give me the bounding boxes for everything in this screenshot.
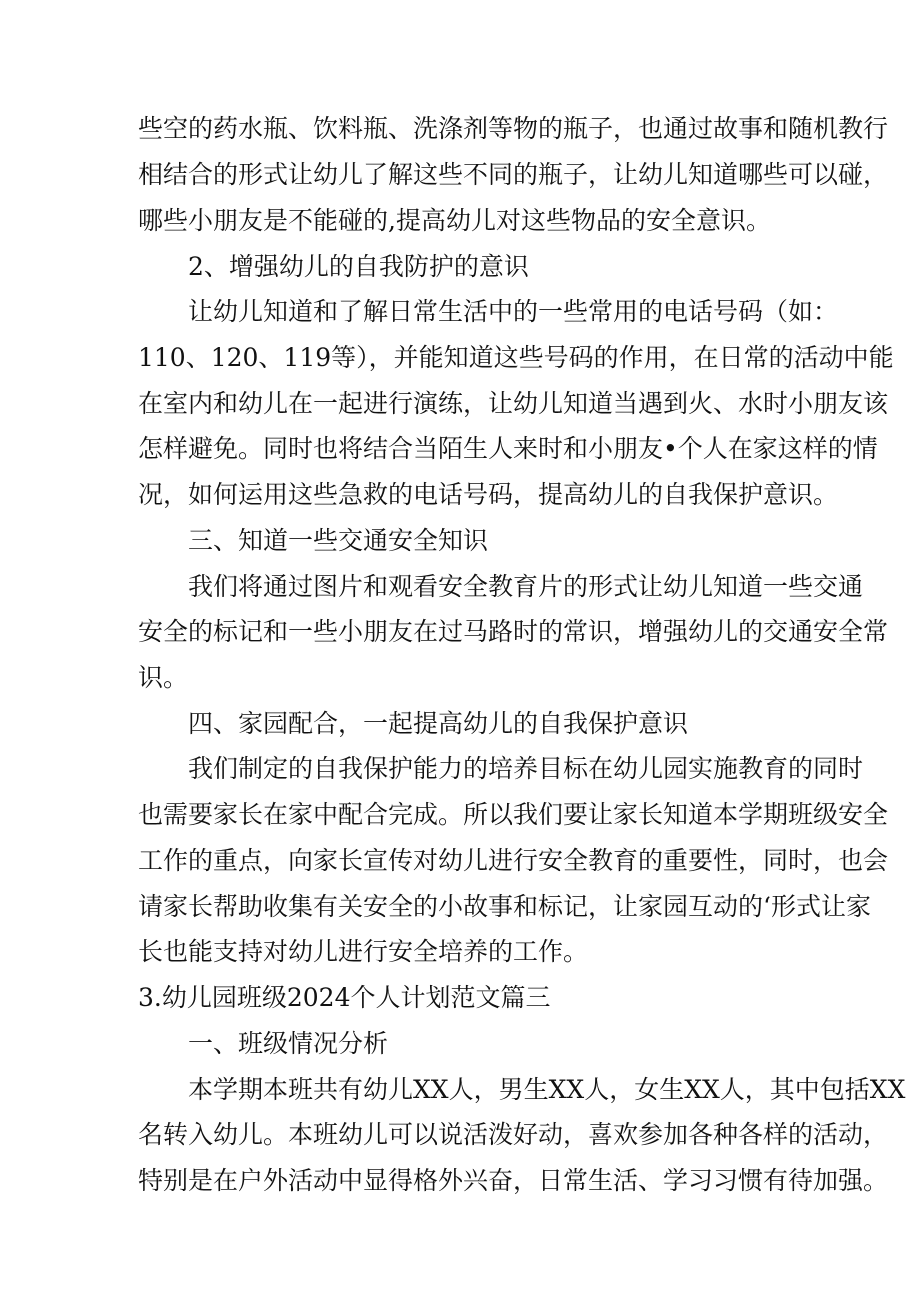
paragraph-line: 特别是在户外活动中显得格外兴奋，日常生活、学习习惯有待加强。	[138, 1166, 889, 1195]
paragraph-line: 我们制定的自我保护能力的培养目标在幼儿园实施教育的同时	[188, 754, 864, 783]
paragraph-line: 请家长帮助收集有关安全的小故事和标记，让家园互动的‘形式让家	[138, 892, 871, 921]
paragraph-line: 长也能支持对幼儿进行安全培养的工作。	[138, 937, 589, 966]
paragraph-line: 本学期本班共有幼儿XX人，男生XX人，女生XX人，其中包括XX	[188, 1075, 906, 1104]
paragraph-line: 相结合的形式让幼儿了解这些不同的瓶子，让幼儿知道哪些可以碰，	[138, 160, 889, 189]
paragraph-line: 安全的标记和一些小朋友在过马路时的常识，增强幼儿的交通安全常	[138, 617, 889, 646]
paragraph-line: 名转入幼儿。本班幼儿可以说活泼好动，喜欢参加各种各样的活动，	[138, 1120, 889, 1149]
paragraph-line: 识。	[138, 663, 189, 692]
paragraph-line: 在室内和幼儿在一起进行演练，让幼儿知道当遇到火、水时小朋友该	[138, 389, 889, 418]
paragraph-line: 让幼儿知道和了解日常生活中的一些常用的电话号码（如：	[188, 297, 839, 326]
paragraph-line: 110、120、119等），并能知道这些号码的作用，在日常的活动中能	[138, 343, 894, 372]
paragraph-line: 哪些小朋友是不能碰的,提高幼儿对这些物品的安全意识。	[138, 206, 771, 235]
section-heading: 四、家园配合，一起提高幼儿的自我保护意识	[188, 709, 689, 738]
paragraph-line: 况，如何运用这些急救的电话号码，提高幼儿的自我保护意识。	[138, 480, 839, 509]
section-heading: 2、增强幼儿的自我防护的意识	[188, 252, 529, 281]
section-heading: 一、班级情况分析	[188, 1029, 389, 1058]
paragraph-line: 也需要家长在家中配合完成。所以我们要让家长知道本学期班级安全	[138, 800, 889, 829]
paragraph-line: 工作的重点，向家长宣传对幼儿进行安全教育的重要性，同时，也会	[138, 846, 889, 875]
article-title: 3.幼儿园班级2024个人计划范文篇三	[138, 983, 551, 1012]
section-heading: 三、知道一些交通安全知识	[188, 526, 489, 555]
paragraph-line: 怎样避免。同时也将结合当陌生人来时和小朋友•个人在家这样的情	[138, 434, 878, 463]
paragraph-line: 我们将通过图片和观看安全教育片的形式让幼儿知道一些交通	[188, 572, 864, 601]
paragraph-line: 些空的药水瓶、饮料瓶、洗涤剂等物的瓶子，也通过故事和随机教行	[138, 114, 889, 143]
